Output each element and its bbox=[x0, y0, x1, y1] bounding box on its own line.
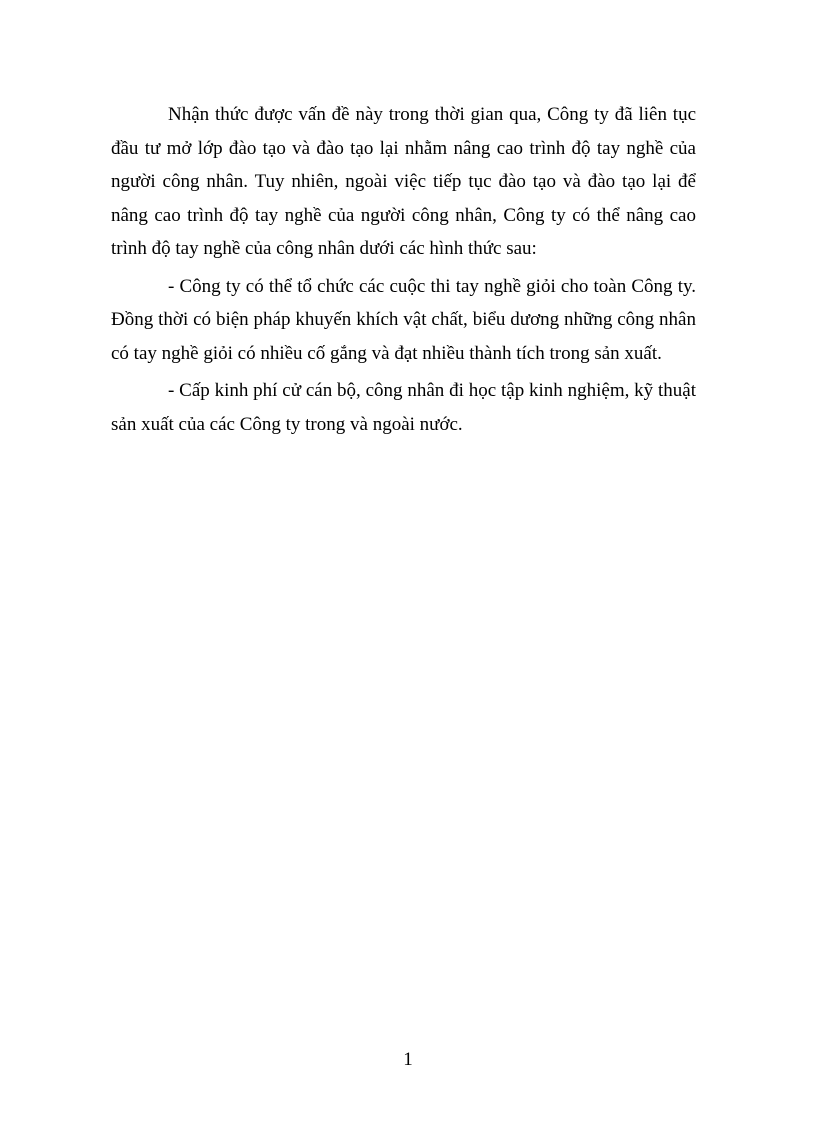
paragraph-training-intro: Nhận thức được vấn đề này trong thời gian qua, Công ty đã liên tục đầu tư mở lớp đào tạo và đào tạo lại nhằm nâng cao trình độ tay nghề của người công nhân. Tuy nhiên, ngoài việc tiếp tục đào tạo và đào tạo lại để nâng cao trình độ tay nghề của người công nhân, Công ty có thể nâng cao trình độ tay nghề của công nhân dưới các hình thức sau: bbox=[111, 104, 696, 259]
paragraph-skill-contest: - Công ty có thể tổ chức các cuộc thi tay nghề giỏi cho toàn Công ty. Đồng thời có biện pháp khuyến khích vật chất, biểu dương những công nhân có tay nghề giỏi có nhiều cố gắng và đạt nhiều thành tích trong sản xuất. bbox=[111, 275, 696, 364]
paragraph-study-funding: - Cấp kinh phí cử cán bộ, công nhân đi học tập kinh nghiệm, kỹ thuật sản xuất của các Công ty trong và ngoài nước. bbox=[111, 380, 696, 435]
page-number: 1 bbox=[403, 1049, 413, 1070]
document-body bbox=[111, 98, 696, 445]
